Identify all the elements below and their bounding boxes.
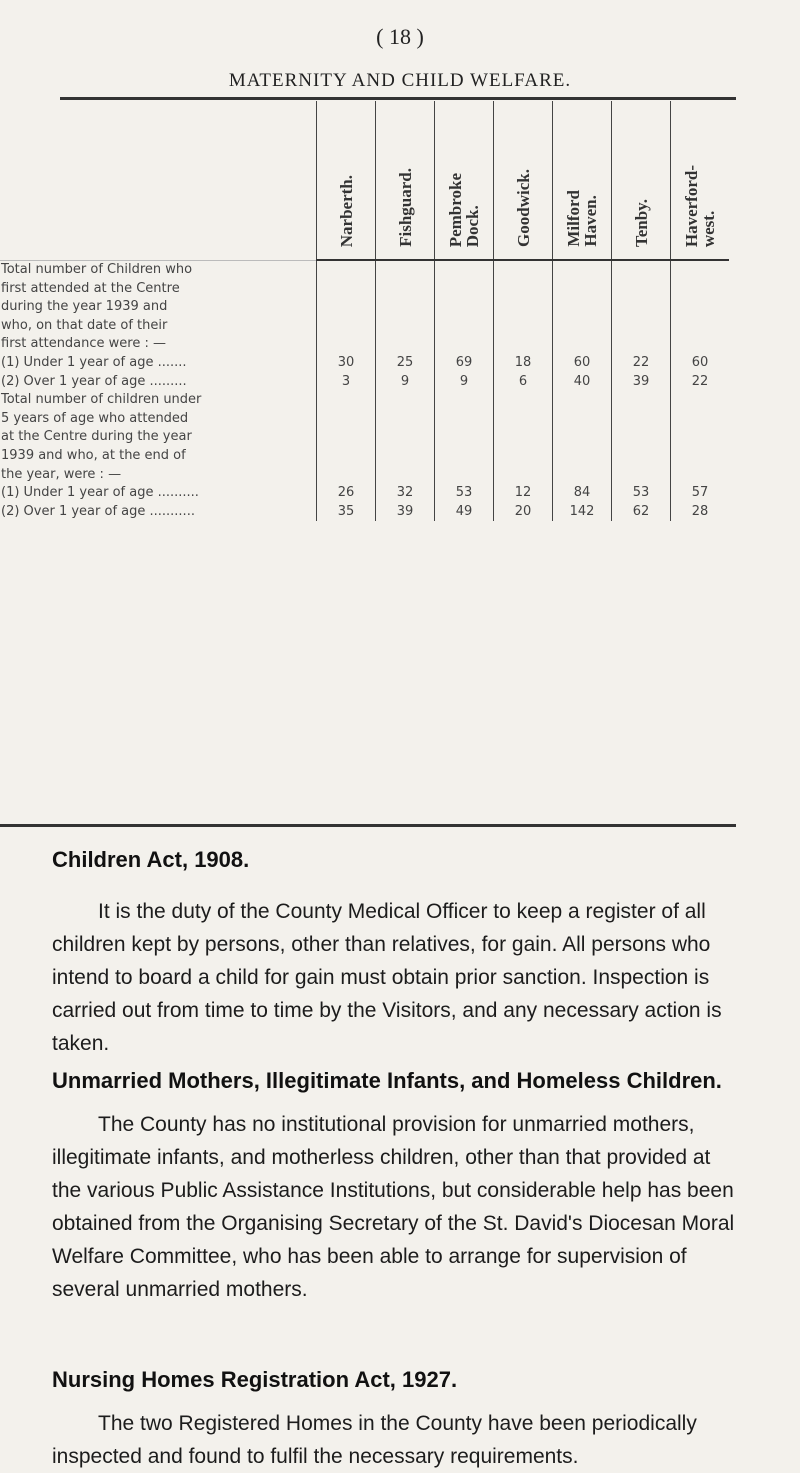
table-cell — [553, 428, 612, 447]
page-title: MATERNITY AND CHILD WELFARE. — [228, 70, 572, 91]
row-label: (1) Under 1 year of age .......... — [0, 484, 317, 503]
table-cell — [671, 428, 730, 447]
table-cell: 35 — [317, 503, 376, 522]
section-body: The two Registered Homes in the County have been periodically inspected and found to fulfil the necessary requirements. — [52, 1412, 697, 1468]
table-cell: 32 — [376, 484, 435, 503]
table-cell: 40 — [553, 373, 612, 392]
table-row — [0, 335, 729, 354]
table-cell — [317, 447, 376, 466]
table-cell: 28 — [671, 503, 730, 522]
table-cell — [494, 280, 553, 299]
table-cell: 6 — [494, 373, 553, 392]
table-cell — [671, 410, 730, 429]
table-cell — [435, 335, 494, 354]
description-header — [0, 101, 317, 260]
table-row — [0, 428, 729, 447]
table-cell — [671, 260, 730, 280]
table-cell: 30 — [317, 354, 376, 373]
table-cell — [435, 447, 494, 466]
table-cell — [435, 410, 494, 429]
table-cell — [376, 466, 435, 485]
table-cell — [317, 466, 376, 485]
table-cell — [671, 317, 730, 336]
table-cell — [494, 447, 553, 466]
table-cell — [612, 466, 671, 485]
table-cell — [553, 280, 612, 299]
row-label: (2) Over 1 year of age ........... — [0, 503, 317, 522]
table-row — [0, 484, 729, 503]
table-cell — [671, 335, 730, 354]
row-label: who, on that date of their — [0, 317, 317, 336]
table-cell: 60 — [553, 354, 612, 373]
table-cell — [376, 428, 435, 447]
section-nursing-homes — [52, 1364, 742, 1473]
table-cell: 39 — [376, 503, 435, 522]
section-children-act — [52, 844, 742, 1060]
table-cell — [376, 298, 435, 317]
table-cell — [612, 280, 671, 299]
column-label: Tenby. — [631, 198, 651, 247]
table-body — [0, 260, 729, 521]
table-cell: 26 — [317, 484, 376, 503]
table-cell — [671, 298, 730, 317]
column-label: Fishguard. — [395, 168, 415, 247]
table-cell — [494, 466, 553, 485]
table-cell: 84 — [553, 484, 612, 503]
table-cell — [376, 410, 435, 429]
table-cell — [671, 447, 730, 466]
row-label: during the year 1939 and — [0, 298, 317, 317]
row-label: (1) Under 1 year of age ....... — [0, 354, 317, 373]
row-label: the year, were : — — [0, 466, 317, 485]
table-cell — [376, 447, 435, 466]
table-cell: 60 — [671, 354, 730, 373]
table-cell — [553, 298, 612, 317]
table-cell: 142 — [553, 503, 612, 522]
table-cell — [612, 298, 671, 317]
table-cell — [317, 391, 376, 410]
table-top-rule — [60, 97, 736, 100]
table-cell: 9 — [435, 373, 494, 392]
table-cell — [317, 280, 376, 299]
table-cell — [612, 428, 671, 447]
table-cell — [435, 391, 494, 410]
table-cell — [671, 466, 730, 485]
table-cell — [553, 466, 612, 485]
table-cell: 53 — [612, 484, 671, 503]
table-cell — [553, 317, 612, 336]
table-header-row — [0, 101, 729, 260]
table-cell: 49 — [435, 503, 494, 522]
column-header — [671, 101, 730, 260]
table-cell — [553, 447, 612, 466]
table-cell — [435, 428, 494, 447]
row-label: at the Centre during the year — [0, 428, 317, 447]
section-heading: Unmarried Mothers, Illegitimate Infants, and Homeless Children. — [52, 1068, 722, 1093]
table-cell — [494, 410, 553, 429]
attendance-table — [0, 101, 729, 521]
table-cell — [494, 391, 553, 410]
table-row — [0, 391, 729, 410]
column-header — [494, 101, 553, 260]
table-row — [0, 317, 729, 336]
table-cell — [435, 260, 494, 280]
table-cell — [317, 410, 376, 429]
table-cell — [376, 260, 435, 280]
table-row — [0, 280, 729, 299]
table-cell — [494, 260, 553, 280]
table-cell — [376, 335, 435, 354]
table-cell — [494, 428, 553, 447]
table-row — [0, 503, 729, 522]
section-unmarried-mothers — [52, 1065, 742, 1306]
table-cell — [317, 298, 376, 317]
table-cell: 3 — [317, 373, 376, 392]
table-cell — [435, 466, 494, 485]
table-cell — [317, 317, 376, 336]
column-header — [317, 101, 376, 260]
table-cell — [612, 335, 671, 354]
table-cell — [612, 447, 671, 466]
row-label: Total number of children under — [0, 391, 317, 410]
row-label: Total number of Children who — [0, 260, 317, 280]
column-label: Milford Haven. — [564, 190, 600, 247]
page-number: ( 18 ) — [376, 24, 424, 49]
table-cell — [435, 317, 494, 336]
table-row — [0, 373, 729, 392]
table-cell — [435, 298, 494, 317]
column-label: Pembroke Dock. — [446, 172, 482, 247]
table-cell — [612, 391, 671, 410]
table-cell: 18 — [494, 354, 553, 373]
section-body: The County has no institutional provision for unmarried mothers, illegitimate infants, and motherless children, other than that provided at the various Public Assistance Institutions, but considerable help has been obtained from the Organising Secretary of the St. David's Diocesan Moral Welfare Committee, who has been able to arrange for supervision of several unmarried mothers. — [52, 1113, 735, 1301]
table-cell — [317, 335, 376, 354]
column-label: Haverford- west. — [682, 164, 718, 247]
table-row — [0, 447, 729, 466]
row-label: first attended at the Centre — [0, 280, 317, 299]
section-heading: Children Act, 1908. — [52, 847, 250, 872]
section-heading: Nursing Homes Registration Act, 1927. — [52, 1367, 458, 1392]
table-cell: 22 — [612, 354, 671, 373]
row-label: first attendance were : — — [0, 335, 317, 354]
table-row — [0, 410, 729, 429]
table-cell — [671, 280, 730, 299]
table-cell — [494, 298, 553, 317]
table-cell — [435, 280, 494, 299]
table-cell — [612, 260, 671, 280]
table-cell — [553, 335, 612, 354]
table-cell: 69 — [435, 354, 494, 373]
column-header — [553, 101, 612, 260]
table-cell — [376, 317, 435, 336]
column-header — [376, 101, 435, 260]
column-header — [435, 101, 494, 260]
table-bottom-rule — [0, 824, 736, 827]
table-cell — [612, 317, 671, 336]
table-cell: 62 — [612, 503, 671, 522]
table-cell — [494, 317, 553, 336]
table-cell — [671, 391, 730, 410]
table-cell — [612, 410, 671, 429]
table-cell: 57 — [671, 484, 730, 503]
table-cell — [494, 335, 553, 354]
table-cell — [376, 391, 435, 410]
table-cell: 20 — [494, 503, 553, 522]
table-cell: 12 — [494, 484, 553, 503]
row-label: 1939 and who, at the end of — [0, 447, 317, 466]
table-row — [0, 298, 729, 317]
column-header — [612, 101, 671, 260]
row-label: (2) Over 1 year of age ......... — [0, 373, 317, 392]
table-cell — [376, 280, 435, 299]
table-cell — [317, 260, 376, 280]
table-cell: 9 — [376, 373, 435, 392]
table-row — [0, 260, 729, 280]
table-cell — [553, 410, 612, 429]
table-cell: 53 — [435, 484, 494, 503]
section-body: It is the duty of the County Medical Officer to keep a register of all children kept by persons, other than relatives, for gain. All persons who intend to board a child for gain must obtain prior sanction. Inspection is carried out from time to time by the Visitors, and any necessary action is taken. — [52, 900, 722, 1055]
table-cell — [317, 428, 376, 447]
column-label: Narberth. — [336, 174, 356, 247]
row-label: 5 years of age who attended — [0, 410, 317, 429]
table-row — [0, 466, 729, 485]
table-cell: 25 — [376, 354, 435, 373]
table-cell: 39 — [612, 373, 671, 392]
column-label: Goodwick. — [513, 169, 533, 247]
table-row — [0, 354, 729, 373]
table-cell: 22 — [671, 373, 730, 392]
table-cell — [553, 260, 612, 280]
table-cell — [553, 391, 612, 410]
